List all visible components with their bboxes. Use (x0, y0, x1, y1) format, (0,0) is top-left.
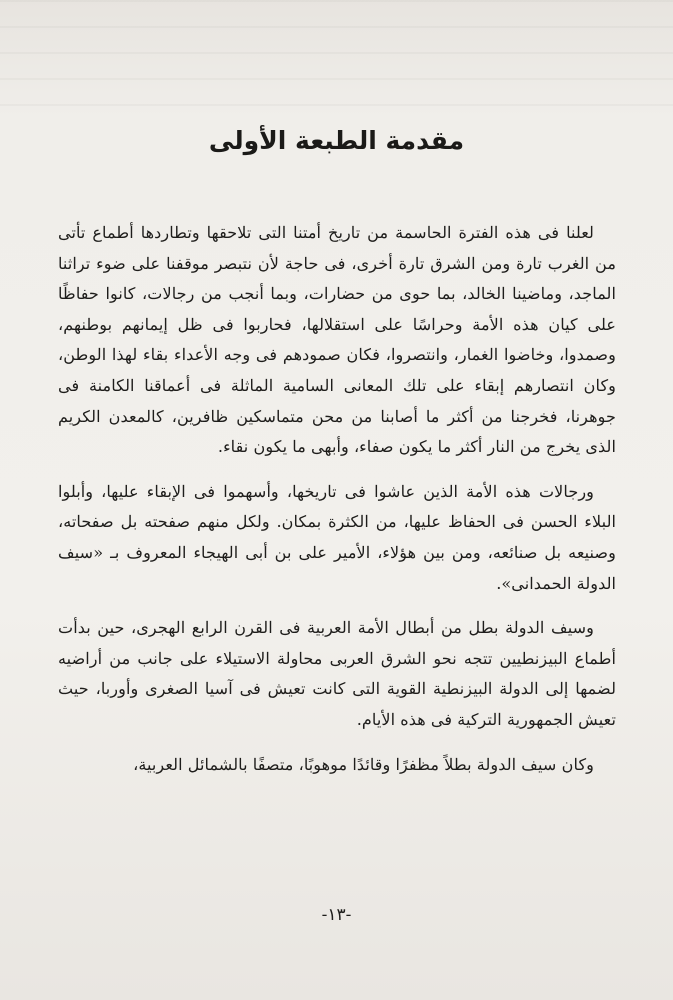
show-through-texture (0, 0, 673, 110)
paragraph-1: لعلنا فى هذه الفترة الحاسمة من تاريخ أمتنا التى تلاحقها وتطاردها أطماع تأتى من الغرب تارة ومن الشرق تارة أخرى، فى حاجة لأن نتبصر موقفنا على ضوء تراثنا الماجد، وماضينا الخالد، بما حوى من حضارات، وبما أنجب من رجالات، كانوا حفاظًا على كيان هذه الأمة وحراسًا على استقلالها، فحاربوا فى ظل إيمانهم بوطنهم، وصمدوا، وخاضوا الغمار، وانتصروا، فكان صمودهم فى وجه الأعداء بقاء لهذا الوطن، وكان انتصارهم إبقاء على تلك المعانى السامية الماثلة فى أعماقنا الكامنة فى جوهرنا، فخرجنا من أكثر ما أصابنا من محن متماسكين ظافرين، كالمعدن الكريم الذى يخرج من النار أكثر ما يكون صفاء، وأبهى ما يكون نقاء. (58, 223, 616, 457)
page-title: مقدمة الطبعة الأولى (208, 126, 465, 155)
paragraph-3: وسيف الدولة بطل من أبطال الأمة العربية فى القرن الرابع الهجرى، حين بدأت أطماع البيزنطيين تتجه نحو الشرق العربى محاولة الاستيلاء على جانب من أراضيه لضمها إلى الدولة البيزنطية القوية التى كانت تعيش فى آسيا الصغرى وأوربا، حيث تعيش الجمهورية التركية فى هذه الأيام. (58, 618, 616, 729)
page-number: -١٣- (321, 905, 352, 925)
paragraph-2: ورجالات هذه الأمة الذين عاشوا فى تاريخها، وأسهموا فى الإبقاء عليها، وأبلوا البلاء الحسن فى الحفاظ عليها، من الكثرة بمكان. ولكل منهم صفحته بل صفحاته، وصنيعه بل صنائعه، ومن بين هؤلاء، الأمير على بن أبى الهيجاء المعروف بـ «سيف الدولة الحمدانى». (58, 481, 616, 593)
paragraph-4: وكان سيف الدولة بطلاً مظفرًا وقائدًا موهوبًا، متصفًا بالشمائل العربية، (133, 754, 594, 774)
body-text (58, 218, 616, 794)
